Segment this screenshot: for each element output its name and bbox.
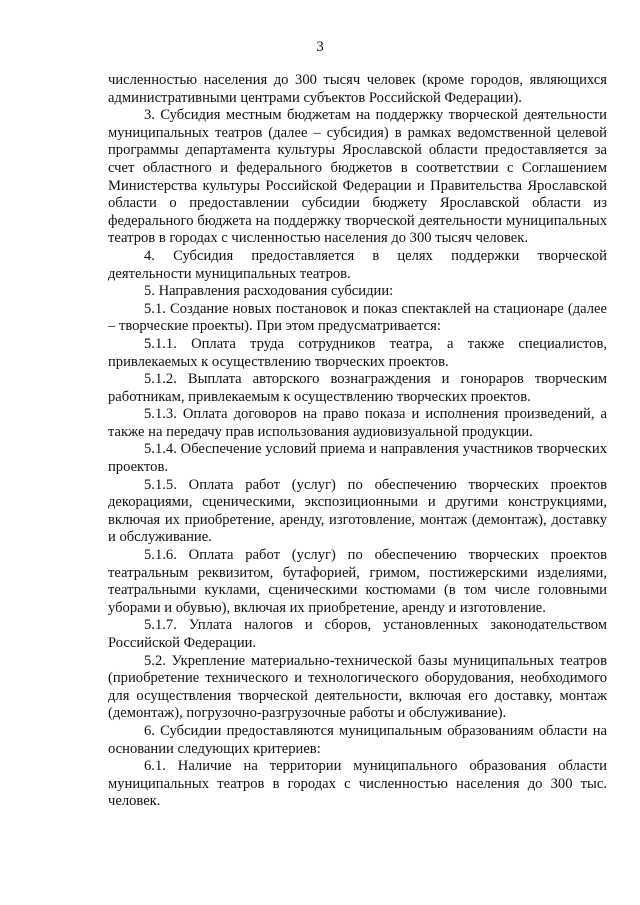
page-number: 3 xyxy=(316,39,324,55)
paragraph-3: 3. Субсидия местным бюджетам на поддержку творческой деятельности муниципальных театров (далее – субсидия) в рамках ведомственной целевой программы департамента культуры Ярославской области предоставляется за счет областного и федерального бюджетов в соответствии с Соглашением Министерства культуры Российской Федерации и Правительства Ярославской области о предоставлении субсидии бюджету Ярославской области из федерального бюджета на поддержку творческой деятельности муниципальных театров в городах с численностью населения до 300 тысяч человек. xyxy=(108,107,607,247)
document-body xyxy=(108,72,607,811)
paragraph-6: 6. Субсидии предоставляются муниципальным образованиям области на основании следующих критериев: xyxy=(108,722,607,757)
paragraph-5-1-6: 5.1.6. Оплата работ (услуг) по обеспечению творческих проектов театральным реквизитом, бутафорией, гримом, постижерскими изделиями, театральными куклами, сценическими костюмами (в том числе головными уборами и обувью), включая их приобретение, аренду и изготовление. xyxy=(108,547,607,616)
paragraph-5-1-5: 5.1.5. Оплата работ (услуг) по обеспечению творческих проектов декорациями, сценическими, экспозиционными и другими конструкциями, включая их приобретение, аренду, изготовление, монтаж (демонтаж), доставку и обслуживание. xyxy=(108,476,607,546)
paragraph-continuation: численностью населения до 300 тысяч человек (кроме городов, являющихся административными центрами субъектов Российской Федерации). xyxy=(108,72,607,106)
paragraph-5: 5. Направления расходования субсидии: xyxy=(144,283,394,300)
paragraph-6-1: 6.1. Наличие на территории муниципального образования области муниципальных театров в городах с численностью населения до 300 тыс. человек. xyxy=(108,758,607,810)
paragraph-5-1-1: 5.1.1. Оплата труда сотрудников театра, а также специалистов, привлекаемых к осуществлению творческих проектов. xyxy=(108,335,607,370)
paragraph-4: 4. Субсидия предоставляется в целях поддержки творческой деятельности муниципальных театров. xyxy=(108,247,607,282)
paragraph-5-1-4: 5.1.4. Обеспечение условий приема и направления участников творческих проектов. xyxy=(108,441,607,476)
paragraph-5-1-7: 5.1.7. Уплата налогов и сборов, установленных законодательством Российской Федерации. xyxy=(108,617,607,651)
paragraph-5-1: 5.1. Создание новых постановок и показ спектаклей на стационаре (далее – творческие проекты). При этом предусматривается: xyxy=(108,300,607,335)
paragraph-5-1-2: 5.1.2. Выплата авторского вознаграждения и гонораров творческим работникам, привлекаемым к осуществлению творческих проектов. xyxy=(108,371,607,405)
paragraph-5-1-3: 5.1.3. Оплата договоров на право показа и исполнения произведений, а также на передачу прав использования аудиовизуальной продукции. xyxy=(108,406,607,440)
paragraph-5-2: 5.2. Укрепление материально-технической базы муниципальных театров (приобретение технического и технологического оборудования, необходимого для осуществления творческой деятельности, включая его доставку, монтаж (демонтаж), погрузочно-разгрузочные работы и обслуживание). xyxy=(108,652,607,722)
